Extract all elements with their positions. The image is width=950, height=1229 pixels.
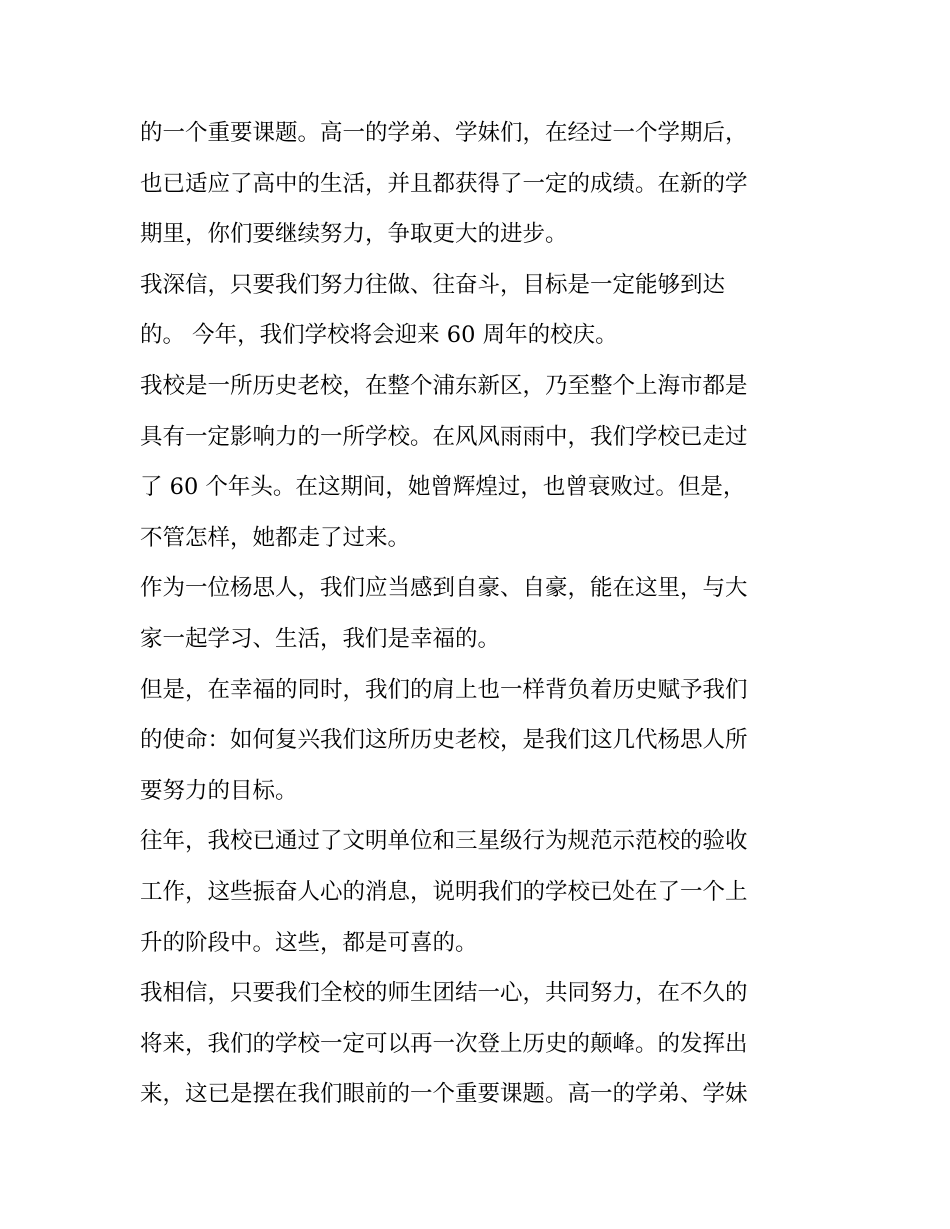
text-line: 的一个重要课题。高一的学弟、学妹们，在经过一个学期后， (140, 120, 748, 146)
text-line: 我相信，只要我们全校的师生团结一心，共同努力，在不久的 (140, 980, 748, 1007)
text-line: 但是，在幸福的同时，我们的肩上也一样背负着历史赋予我们 (140, 676, 748, 703)
text-line: 不管怎样，她都走了过来。 (140, 524, 411, 551)
text-line: 的。 今年，我们学校将会迎来 60 周年的校庆。 (140, 322, 618, 349)
text-line: 来，这已是摆在我们眼前的一个重要课题。高一的学弟、学妹 (140, 1081, 748, 1108)
text-line: 作为一位杨思人，我们应当感到自豪、自豪，能在这里，与大 (140, 575, 748, 602)
text-line: 升的阶段中。这些，都是可喜的。 (140, 929, 478, 956)
text-line: 的使命：如何复兴我们这所历史老校，是我们这几代杨思人所 (140, 727, 748, 754)
text-line: 将来，我们的学校一定可以再一次登上历史的颠峰。的发挥出 (140, 1030, 748, 1057)
text-line: 我校是一所历史老校，在整个浦东新区，乃至整个上海市都是 (140, 372, 748, 399)
text-line: 期里，你们要继续努力，争取更大的进步。 (140, 221, 568, 248)
text-line: 往年，我校已通过了文明单位和三星级行为规范示范校的验收 (140, 828, 748, 855)
text-line: 我深信，只要我们努力往做、往奋斗，目标是一定能够到达 (140, 271, 726, 298)
text-line: 家一起学习、生活，我们是幸福的。 (140, 625, 501, 652)
body-text (140, 108, 820, 1120)
text-line: 了 60 个年头。在这期间，她曾辉煌过，也曾衰败过。但是， (140, 474, 746, 501)
text-line: 也已适应了高中的生活，并且都获得了一定的成绩。在新的学 (140, 170, 748, 197)
text-line: 工作，这些振奋人心的消息，说明我们的学校已处在了一个上 (140, 878, 748, 905)
text-line: 具有一定影响力的一所学校。在风风雨雨中，我们学校已走过 (140, 423, 748, 450)
text-line: 要努力的目标。 (140, 777, 298, 804)
